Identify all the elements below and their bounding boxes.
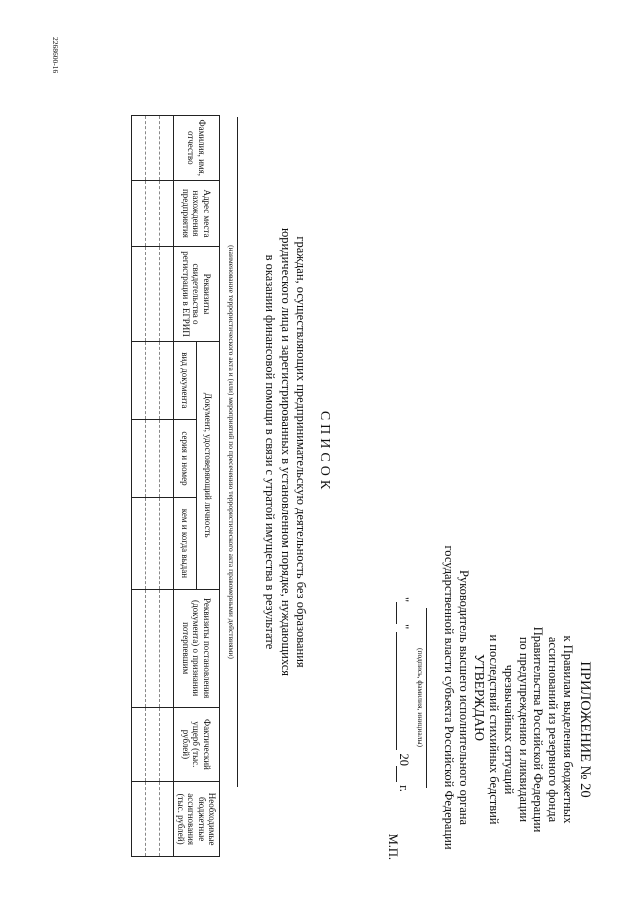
list-description	[262, 152, 308, 752]
signature-caption: (подпись, фамилия, инициалы)	[415, 647, 425, 748]
table-cell[interactable]	[131, 707, 145, 782]
header-doc-type: вид документа	[173, 341, 196, 419]
table-cell[interactable]	[159, 247, 173, 341]
list-title: СПИСОК	[317, 410, 332, 494]
approval-title: УТВЕРЖДАЮ	[472, 653, 487, 742]
approval-line: Руководитель высшего исполнительного органа	[456, 569, 471, 826]
victims-table	[131, 115, 220, 857]
header-egrip: Реквизиты свидетельства о регистрации в ЕГРИП	[173, 247, 219, 341]
date-day-blank	[396, 602, 412, 624]
appendix-title: ПРИЛОЖЕНИЕ № 20	[577, 661, 593, 798]
event-name-line	[237, 117, 238, 787]
header-issued-by: кем и когда выдан	[173, 498, 196, 590]
table-cell[interactable]	[145, 247, 159, 341]
table-cell[interactable]	[145, 116, 159, 181]
header-budget: Необходимые бюджетные ассигнования (тыс. рублей)	[173, 782, 219, 857]
seal-mark: М.П.	[385, 833, 400, 860]
table-cell[interactable]	[145, 589, 159, 707]
list-description-line: в оказании финансовой помощи в связи с утратой имущества в результате	[263, 254, 278, 650]
document-page	[40, 37, 600, 867]
appendix-header	[486, 602, 593, 857]
appendix-line: чрезвычайных ситуаций	[501, 664, 516, 795]
table-cell[interactable]	[159, 420, 173, 498]
header-series-number: серия и номер	[173, 420, 196, 498]
appendix-line: по предупреждению и ликвидации	[516, 636, 531, 823]
table-cell[interactable]	[159, 116, 173, 181]
table-cell[interactable]	[131, 782, 145, 857]
table-cell[interactable]	[159, 589, 173, 707]
document-code: 2268600-16	[51, 37, 60, 74]
approval-date-row	[385, 535, 412, 860]
approval-block	[385, 535, 487, 860]
table-cell[interactable]	[159, 782, 173, 857]
table-row	[159, 116, 173, 857]
table-cell[interactable]	[145, 498, 159, 590]
table-cell[interactable]	[159, 180, 173, 247]
appendix-line: к Правилам выделения бюджетных	[560, 635, 575, 824]
table-cell[interactable]	[131, 247, 145, 341]
table-cell[interactable]	[131, 420, 145, 498]
appendix-line: ассигнований из резервного фонда	[546, 636, 561, 823]
table-cell[interactable]	[159, 707, 173, 782]
table-cell[interactable]	[145, 180, 159, 247]
table-cell[interactable]	[145, 420, 159, 498]
header-decision: Реквизиты постановления (документа) о признании потерпевшим	[173, 589, 219, 707]
list-description-line: юридического лица и зарегистрированных в установленном порядке, нуждающихся	[278, 227, 293, 677]
date-year-prefix: 20	[396, 753, 411, 766]
header-address: Адрес места нахождения предприятия	[173, 180, 219, 247]
appendix-line: и последствий стихийных бедствий	[487, 634, 502, 825]
header-identity-doc: Документ, удостоверяющий личность	[196, 341, 219, 589]
header-damage: Фактический ущерб (тыс. рублей)	[173, 707, 219, 782]
approval-line: государственной власти субъекта Российской Федерации	[441, 545, 456, 850]
appendix-line: Правительства Российской Федерации	[531, 626, 546, 833]
table-cell[interactable]	[145, 341, 159, 419]
signature-line	[426, 608, 427, 788]
date-month-blank	[396, 632, 412, 750]
date-year-blank	[396, 766, 412, 782]
table-row	[145, 116, 159, 857]
table-header-row	[196, 116, 219, 857]
table-cell[interactable]	[131, 180, 145, 247]
table-cell[interactable]	[159, 341, 173, 419]
header-fio: Фамилия, имя, отчество	[173, 116, 219, 181]
table-cell[interactable]	[131, 341, 145, 419]
date-open-quote: "	[396, 597, 411, 603]
table-cell[interactable]	[145, 782, 159, 857]
table-row	[131, 116, 145, 857]
table-cell[interactable]	[145, 707, 159, 782]
date-year-suffix: г.	[396, 785, 411, 792]
list-description-line: граждан, осуществляющих предпринимательскую деятельность без образования	[294, 236, 308, 668]
table-cell[interactable]	[131, 589, 145, 707]
table-cell[interactable]	[131, 498, 145, 590]
table-cell[interactable]	[159, 498, 173, 590]
table-cell[interactable]	[131, 116, 145, 181]
date-close-quote: "	[396, 624, 411, 630]
event-name-caption: (наименование террористического акта и (или) мероприятий по пресечению террористического акта правомерными действиями)	[227, 245, 236, 659]
